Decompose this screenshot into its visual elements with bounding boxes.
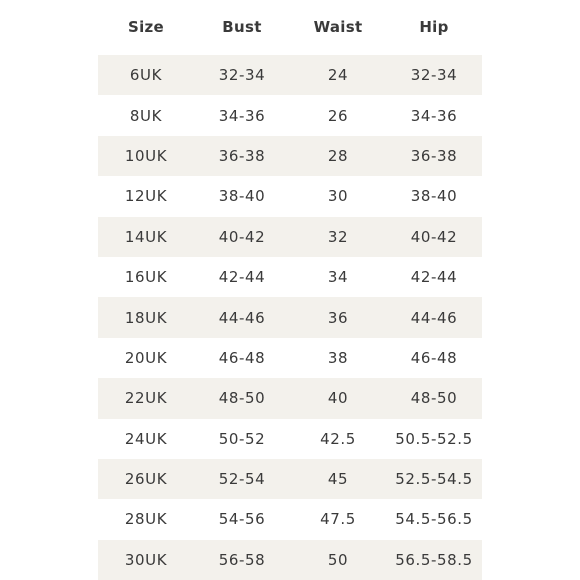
hip-cell: 34-36 [410, 106, 458, 125]
waist-cell: 26 [327, 106, 349, 125]
bust-cell: 40-42 [218, 227, 266, 246]
hip-cell: 38-40 [410, 187, 458, 206]
column-header-waist: Waist [313, 18, 363, 36]
bust-cell: 54-56 [218, 510, 266, 529]
bust-cell: 34-36 [218, 106, 266, 125]
hip-cell: 50.5-52.5 [395, 429, 473, 448]
bust-cell: 36-38 [218, 146, 266, 165]
waist-cell: 28 [327, 146, 349, 165]
column-header-hip: Hip [419, 18, 449, 36]
size-cell: 10UK [124, 146, 168, 165]
bust-cell: 46-48 [218, 348, 266, 367]
table-row [98, 459, 482, 499]
table-row [98, 419, 482, 459]
size-cell: 14UK [124, 227, 168, 246]
hip-cell: 44-46 [410, 308, 458, 327]
hip-cell: 32-34 [410, 66, 458, 85]
table-row [98, 55, 482, 95]
bust-cell: 32-34 [218, 66, 266, 85]
table-row [98, 499, 482, 539]
waist-cell: 40 [327, 389, 349, 408]
table-row [98, 378, 482, 418]
hip-cell: 48-50 [410, 389, 458, 408]
table-row [98, 176, 482, 216]
hip-cell: 52.5-54.5 [395, 470, 473, 489]
bust-cell: 52-54 [218, 470, 266, 489]
waist-cell: 45 [327, 470, 349, 489]
size-cell: 30UK [124, 550, 168, 569]
waist-cell: 24 [327, 66, 349, 85]
table-header-row [98, 8, 482, 46]
waist-cell: 32 [327, 227, 349, 246]
waist-cell: 42.5 [320, 429, 356, 448]
hip-cell: 42-44 [410, 268, 458, 287]
table-row [98, 136, 482, 176]
column-header-bust: Bust [222, 18, 262, 36]
hip-cell: 46-48 [410, 348, 458, 367]
hip-cell: 40-42 [410, 227, 458, 246]
hip-cell: 54.5-56.5 [395, 510, 473, 529]
size-cell: 26UK [124, 470, 168, 489]
size-cell: 12UK [124, 187, 168, 206]
size-cell: 20UK [124, 348, 168, 367]
size-cell: 18UK [124, 308, 168, 327]
bust-cell: 48-50 [218, 389, 266, 408]
column-header-size: Size [127, 18, 165, 36]
waist-cell: 36 [327, 308, 349, 327]
size-cell: 22UK [124, 389, 168, 408]
hip-cell: 56.5-58.5 [395, 550, 473, 569]
table-row [98, 257, 482, 297]
size-cell: 16UK [124, 268, 168, 287]
waist-cell: 47.5 [320, 510, 356, 529]
bust-cell: 56-58 [218, 550, 266, 569]
bust-cell: 42-44 [218, 268, 266, 287]
size-cell: 28UK [124, 510, 168, 529]
waist-cell: 30 [327, 187, 349, 206]
table-row [98, 95, 482, 135]
bust-cell: 44-46 [218, 308, 266, 327]
table-row [98, 338, 482, 378]
size-cell: 6UK [129, 66, 163, 85]
table-row [98, 540, 482, 580]
table-row [98, 217, 482, 257]
table-row [98, 297, 482, 337]
bust-cell: 38-40 [218, 187, 266, 206]
size-chart-table [98, 8, 482, 580]
waist-cell: 38 [327, 348, 349, 367]
size-cell: 24UK [124, 429, 168, 448]
hip-cell: 36-38 [410, 146, 458, 165]
waist-cell: 50 [327, 550, 349, 569]
size-cell: 8UK [129, 106, 163, 125]
bust-cell: 50-52 [218, 429, 266, 448]
waist-cell: 34 [327, 268, 349, 287]
